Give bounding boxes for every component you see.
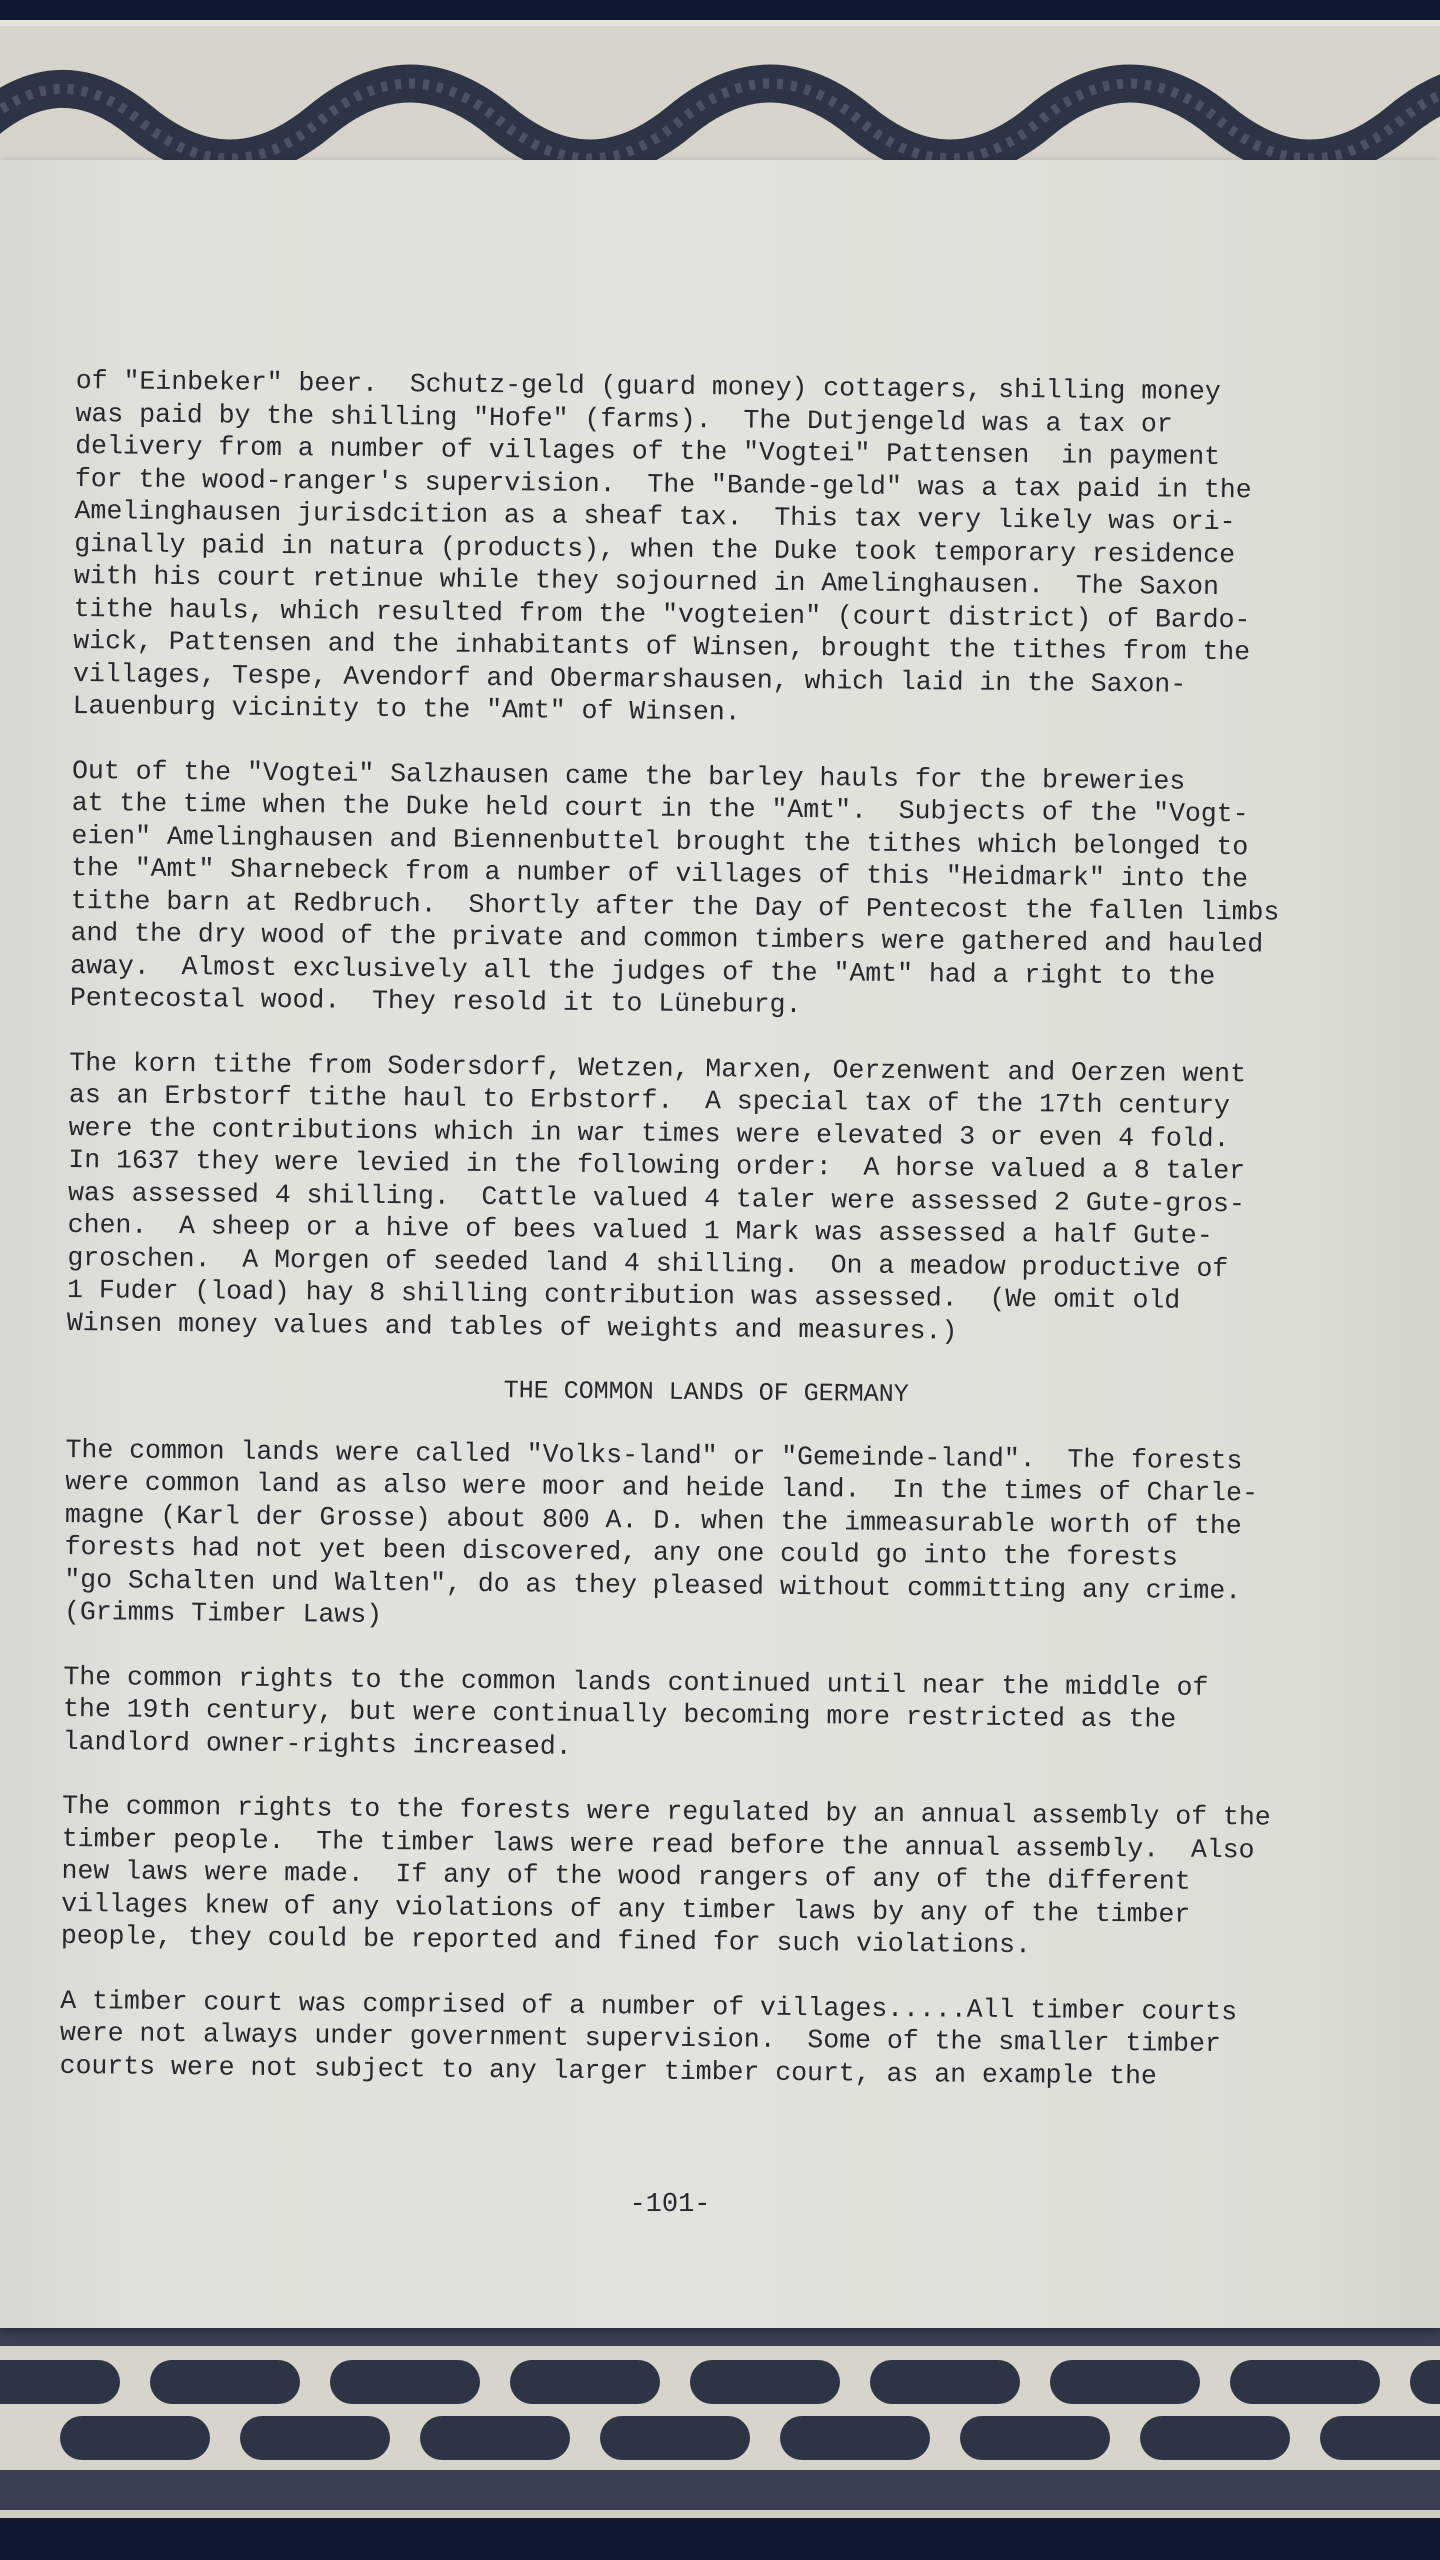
text-line: with his court retinue while they sojourned in Amelinghausen. The Saxon: [73, 560, 1220, 602]
paragraph-timber-court: [60, 1984, 1261, 2093]
text-line: for the wood-ranger's supervision. The "Bande-geld" was a tax paid in the: [74, 463, 1252, 505]
background-top: [0, 0, 1440, 22]
page-body: [59, 365, 1280, 2125]
text-line: Winsen money values and tables of weights and measures.): [66, 1307, 958, 1347]
text-line: tithe hauls, which resulted from the "vogteien" (court district) of Bardo-: [73, 593, 1251, 635]
text-line: and the dry wood of the private and common timbers were gathered and hauled: [70, 917, 1264, 960]
text-line: Out of the "Vogtei" Salzhausen came the barley hauls for the breweries: [71, 755, 1186, 797]
text-line: The common rights to the common lands continued until near the middle of: [63, 1661, 1209, 1703]
text-line: In 1637 they were levied in the following order: A horse valued a 8 taler: [68, 1144, 1246, 1187]
text-line: of "Einbeker" beer. Schutz-geld (guard money) cottagers, shilling money: [75, 365, 1221, 407]
text-line: eien" Amelinghausen and Biennenbuttel brought the tithes which belonged to: [71, 820, 1249, 862]
text-line: were not always under government supervision. Some of the smaller timber: [59, 2017, 1221, 2060]
paragraph-contributions: [67, 1046, 1270, 1350]
text-line: the 19th century, but were continually becoming more restricted as the: [62, 1693, 1177, 1735]
text-line: were the contributions which in war times were elevated 3 or even 4 fold.: [68, 1112, 1230, 1154]
text-line: tithe barn at Redbruch. Shortly after the Day of Pentecost the fallen limbs: [70, 885, 1280, 928]
text-line: Amelinghausen jurisdcition as a sheaf tax. This tax very likely was ori-: [74, 495, 1236, 538]
paragraph-common-rights: [63, 1660, 1264, 1769]
background-bottom: [0, 2518, 1440, 2560]
text-line: was paid by the shilling "Hofe" (farms). The Dutjengeld was a tax or: [75, 398, 1173, 440]
text-line: The common rights to the forests were regulated by an annual assembly of the: [62, 1790, 1271, 1833]
text-line: (Grimms Timber Laws): [63, 1596, 383, 1630]
text-line: wick, Pattensen and the inhabitants of Winsen, brought the tithes from the: [73, 625, 1251, 668]
text-line: villages, Tespe, Avendorf and Obermarshausen, which laid in the Saxon-: [72, 658, 1187, 700]
text-line: timber people. The timber laws were read before the annual assembly. Also: [61, 1823, 1255, 1865]
text-line: groschen. A Morgen of seeded land 4 shilling. On a meadow productive of: [67, 1242, 1229, 1284]
text-line: forests had not yet been discovered, any one could go into the forests: [64, 1531, 1178, 1573]
typed-page: [0, 160, 1440, 2328]
text-line: as an Erbstorf tithe haul to Erbstorf. A special tax of the 17th century: [68, 1079, 1230, 1122]
text-line: villages knew of any violations of any timber laws by any of the timber: [61, 1888, 1191, 1930]
fabric-border-top: [0, 20, 1440, 176]
text-line: courts were not subject to any larger timber court, as an example the: [59, 2050, 1158, 2091]
text-line: was assessed 4 shilling. Cattle valued 4 taler were assessed 2 Gute-gros-: [67, 1177, 1245, 1219]
section-heading: THE COMMON LANDS OF GERMANY: [503, 1376, 909, 1410]
text-line: at the time when the Duke held court in the "Amt". Subjects of the "Vogt-: [71, 787, 1249, 830]
paragraph-forest-assembly: [60, 1790, 1271, 1964]
fabric-border-bottom: [0, 2320, 1440, 2518]
text-line: people, they could be reported and fined for such violations.: [60, 1920, 1032, 1961]
page-number: -101-: [629, 2190, 711, 2220]
text-line: new laws were made. If any of the wood rangers of any of the different: [61, 1855, 1191, 1897]
text-line: A timber court was comprised of a number of villages.....All timber courts: [60, 1985, 1238, 2027]
text-line: "go Schalten und Walten", do as they pleased without committing any crime.: [64, 1564, 1242, 1606]
text-line: delivery from a number of villages of the "Vogtei" Pattensen in payment: [75, 430, 1221, 472]
text-line: landlord owner-rights increased.: [62, 1726, 572, 1762]
woven-pattern-top: [0, 26, 1440, 176]
text-line: ginally paid in natura (products), when the Duke took temporary residence: [74, 528, 1236, 570]
text-line: The common lands were called "Volks-land" or "Gemeinde-land". The forests: [65, 1434, 1243, 1476]
text-line: Lauenburg vicinity to the "Amt" of Winsen.: [72, 690, 741, 728]
paragraph-taxes: [73, 365, 1276, 734]
text-line: away. Almost exclusively all the judges of the "Amt" had a right to the: [70, 950, 1216, 992]
text-line: were common land as also were moor and heide land. In the times of Charle-: [65, 1466, 1259, 1509]
paragraph-tithes: [69, 754, 1280, 1026]
text-line: the "Amt" Sharnebeck from a number of villages of this "Heidmark" into the: [71, 852, 1249, 895]
text-line: Pentecostal wood. They resold it to Lüneburg.: [69, 982, 802, 1020]
woven-pattern-bottom: [0, 2320, 1440, 2510]
text-line: The korn tithe from Sodersdorf, Wetzen, Marxen, Oerzenwent and Oerzen went: [69, 1047, 1247, 1089]
text-line: 1 Fuder (load) hay 8 shilling contribution was assessed. (We omit old: [66, 1274, 1181, 1316]
text-line: magne (Karl der Grosse) about 800 A. D. when the immeasurable worth of the: [64, 1499, 1242, 1541]
paragraph-common-lands: [64, 1433, 1266, 1640]
text-line: chen. A sheep or a hive of bees valued 1 Mark was assessed a half Gute-: [67, 1209, 1213, 1251]
